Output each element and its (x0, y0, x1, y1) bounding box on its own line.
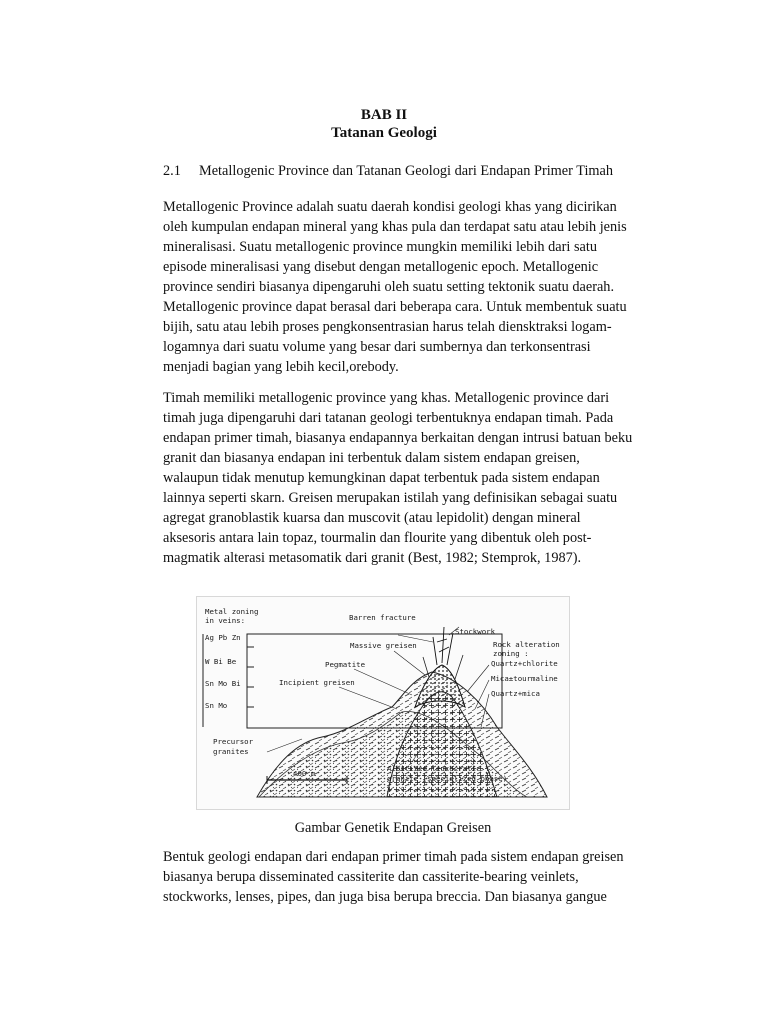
text-line: biasanya berupa disseminated cassiterite dan cassiterite-bearing veinlets, (163, 869, 579, 885)
text-line: oleh kumpulan endapan mineral yang khas pula dan terdapat satu atau lebih jenis (163, 219, 627, 235)
text-line: Metallogenic province dapat berasal dari beberapa cara. Untuk membentuk suatu (163, 299, 627, 315)
label-rock-alteration: Rock alteration (493, 640, 560, 649)
section-heading (163, 163, 613, 180)
label-zone-sn-mo-bi: Sn Mo Bi (205, 679, 241, 688)
section-title: Metallogenic Province dan Tatanan Geologi dari Endapan Primer Timah (199, 163, 614, 179)
label-pegmatite: Pegmatite (325, 660, 366, 669)
leader-line (339, 687, 397, 709)
leader-line (354, 669, 412, 695)
stockwork-veins (433, 627, 453, 665)
paragraph-metallogenic-province (163, 197, 627, 377)
label-granites: granites (213, 747, 249, 756)
leader-line (475, 680, 489, 709)
label-barren-fracture: Barren fracture (349, 613, 416, 622)
figure-caption: Gambar Genetik Endapan Greisen (294, 820, 492, 836)
paragraph-bentuk-geologi (163, 847, 624, 907)
label-mica-tourmaline: Mica±tourmaline (491, 674, 558, 683)
text-line: Timah memiliki metallogenic province yang khas. Metallogenic province dari (163, 390, 610, 406)
text-line: stockworks, lenses, pipes, dan juga bisa berupa breccia. Dan biasanya gangue (163, 889, 607, 905)
label-zone-ag-pb-zn: Ag Pb Zn (205, 633, 241, 642)
text-line: menjadi bagian yang lebih kecil,orebody. (163, 359, 399, 375)
chapter-title: Tatanan Geologi (331, 125, 437, 141)
label-scale-400m: 400 m (293, 769, 316, 778)
leader-line (394, 651, 425, 675)
text-line: endapan primer timah, biasanya endapannya berkaitan dengan intrusi batuan beku (163, 430, 633, 446)
label-specialized-phase: granite (specialized phase) (387, 774, 508, 783)
text-line: timah juga dipengaruhi dari tatanan geologi terbentuknya endapan timah. Pada (163, 410, 614, 426)
greisen-diagram (196, 596, 570, 810)
text-line: lainnya seperti skarn. Greisen merupakan istilah yang definisikan sebagai suatu (163, 490, 618, 506)
label-zoning: zoning : (493, 649, 529, 658)
label-zone-w-bi-be: W Bi Be (205, 657, 237, 666)
label-massive-greisen: Massive greisen (350, 641, 417, 650)
label-albitized-leucocratic: Albitized leucocratic (387, 764, 481, 773)
section-number: 2.1 (163, 163, 181, 179)
paragraph-timah (163, 388, 633, 568)
label-in-veins: in veins: (205, 616, 246, 625)
text-line: agregat granoblastik kuarsa dan muscovit (atau lepidolit) dengan mineral (163, 510, 581, 526)
text-line: episode mineralisasi yang disebut dengan metallogenic epoch. Metallogenic (163, 259, 599, 275)
text-line: logamnya dari suatu volume yang besar dari sumbernya dan terkonsentrasi (163, 339, 591, 355)
label-stockwork: Stockwork (455, 627, 496, 636)
text-line: aksesoris antara lain topaz, tourmalin dan flourite yang dibentuk oleh post- (163, 530, 592, 546)
text-line: Metallogenic Province adalah suatu daerah kondisi geologi khas yang dicirikan (163, 199, 617, 215)
text-line: bijih, satu atau lebih proses pengkonsentrasian harus telah diensktraksi logam- (163, 319, 612, 335)
leader-line (467, 665, 489, 692)
greisen-diagram-svg (197, 597, 571, 811)
label-zone-sn-mo: Sn Mo (205, 701, 228, 710)
text-line: magmatik alterasi metasomatik dari granit (Best, 1982; Stemprok, 1987). (163, 550, 582, 566)
text-line: Bentuk geologi endapan dari endapan primer timah pada sistem endapan greisen (163, 849, 624, 865)
text-line: walaupun tidak menutup kemungkinan dapat terbentuk pada sistem endapan (163, 470, 600, 486)
label-metal-zoning: Metal zoning (205, 607, 259, 616)
label-quartz-mica: Quartz+mica (491, 689, 540, 698)
chapter-heading: BAB II (360, 107, 408, 123)
text-line: granit dan biasanya endapan ini terbentuk dalam sistem endapan greisen, (163, 450, 580, 466)
text-line: mineralisasi. Suatu metallogenic province mungkin memiliki lebih dari satu (163, 239, 597, 255)
label-incipient-greisen: Incipient greisen (279, 678, 355, 687)
text-line: province sendiri biasanya dipengaruhi oleh suatu setting tektonik suatu daerah. (163, 279, 615, 295)
label-precursor: Precursor (213, 737, 254, 746)
label-quartz-chlorite: Quartz+chlorite (491, 659, 558, 668)
